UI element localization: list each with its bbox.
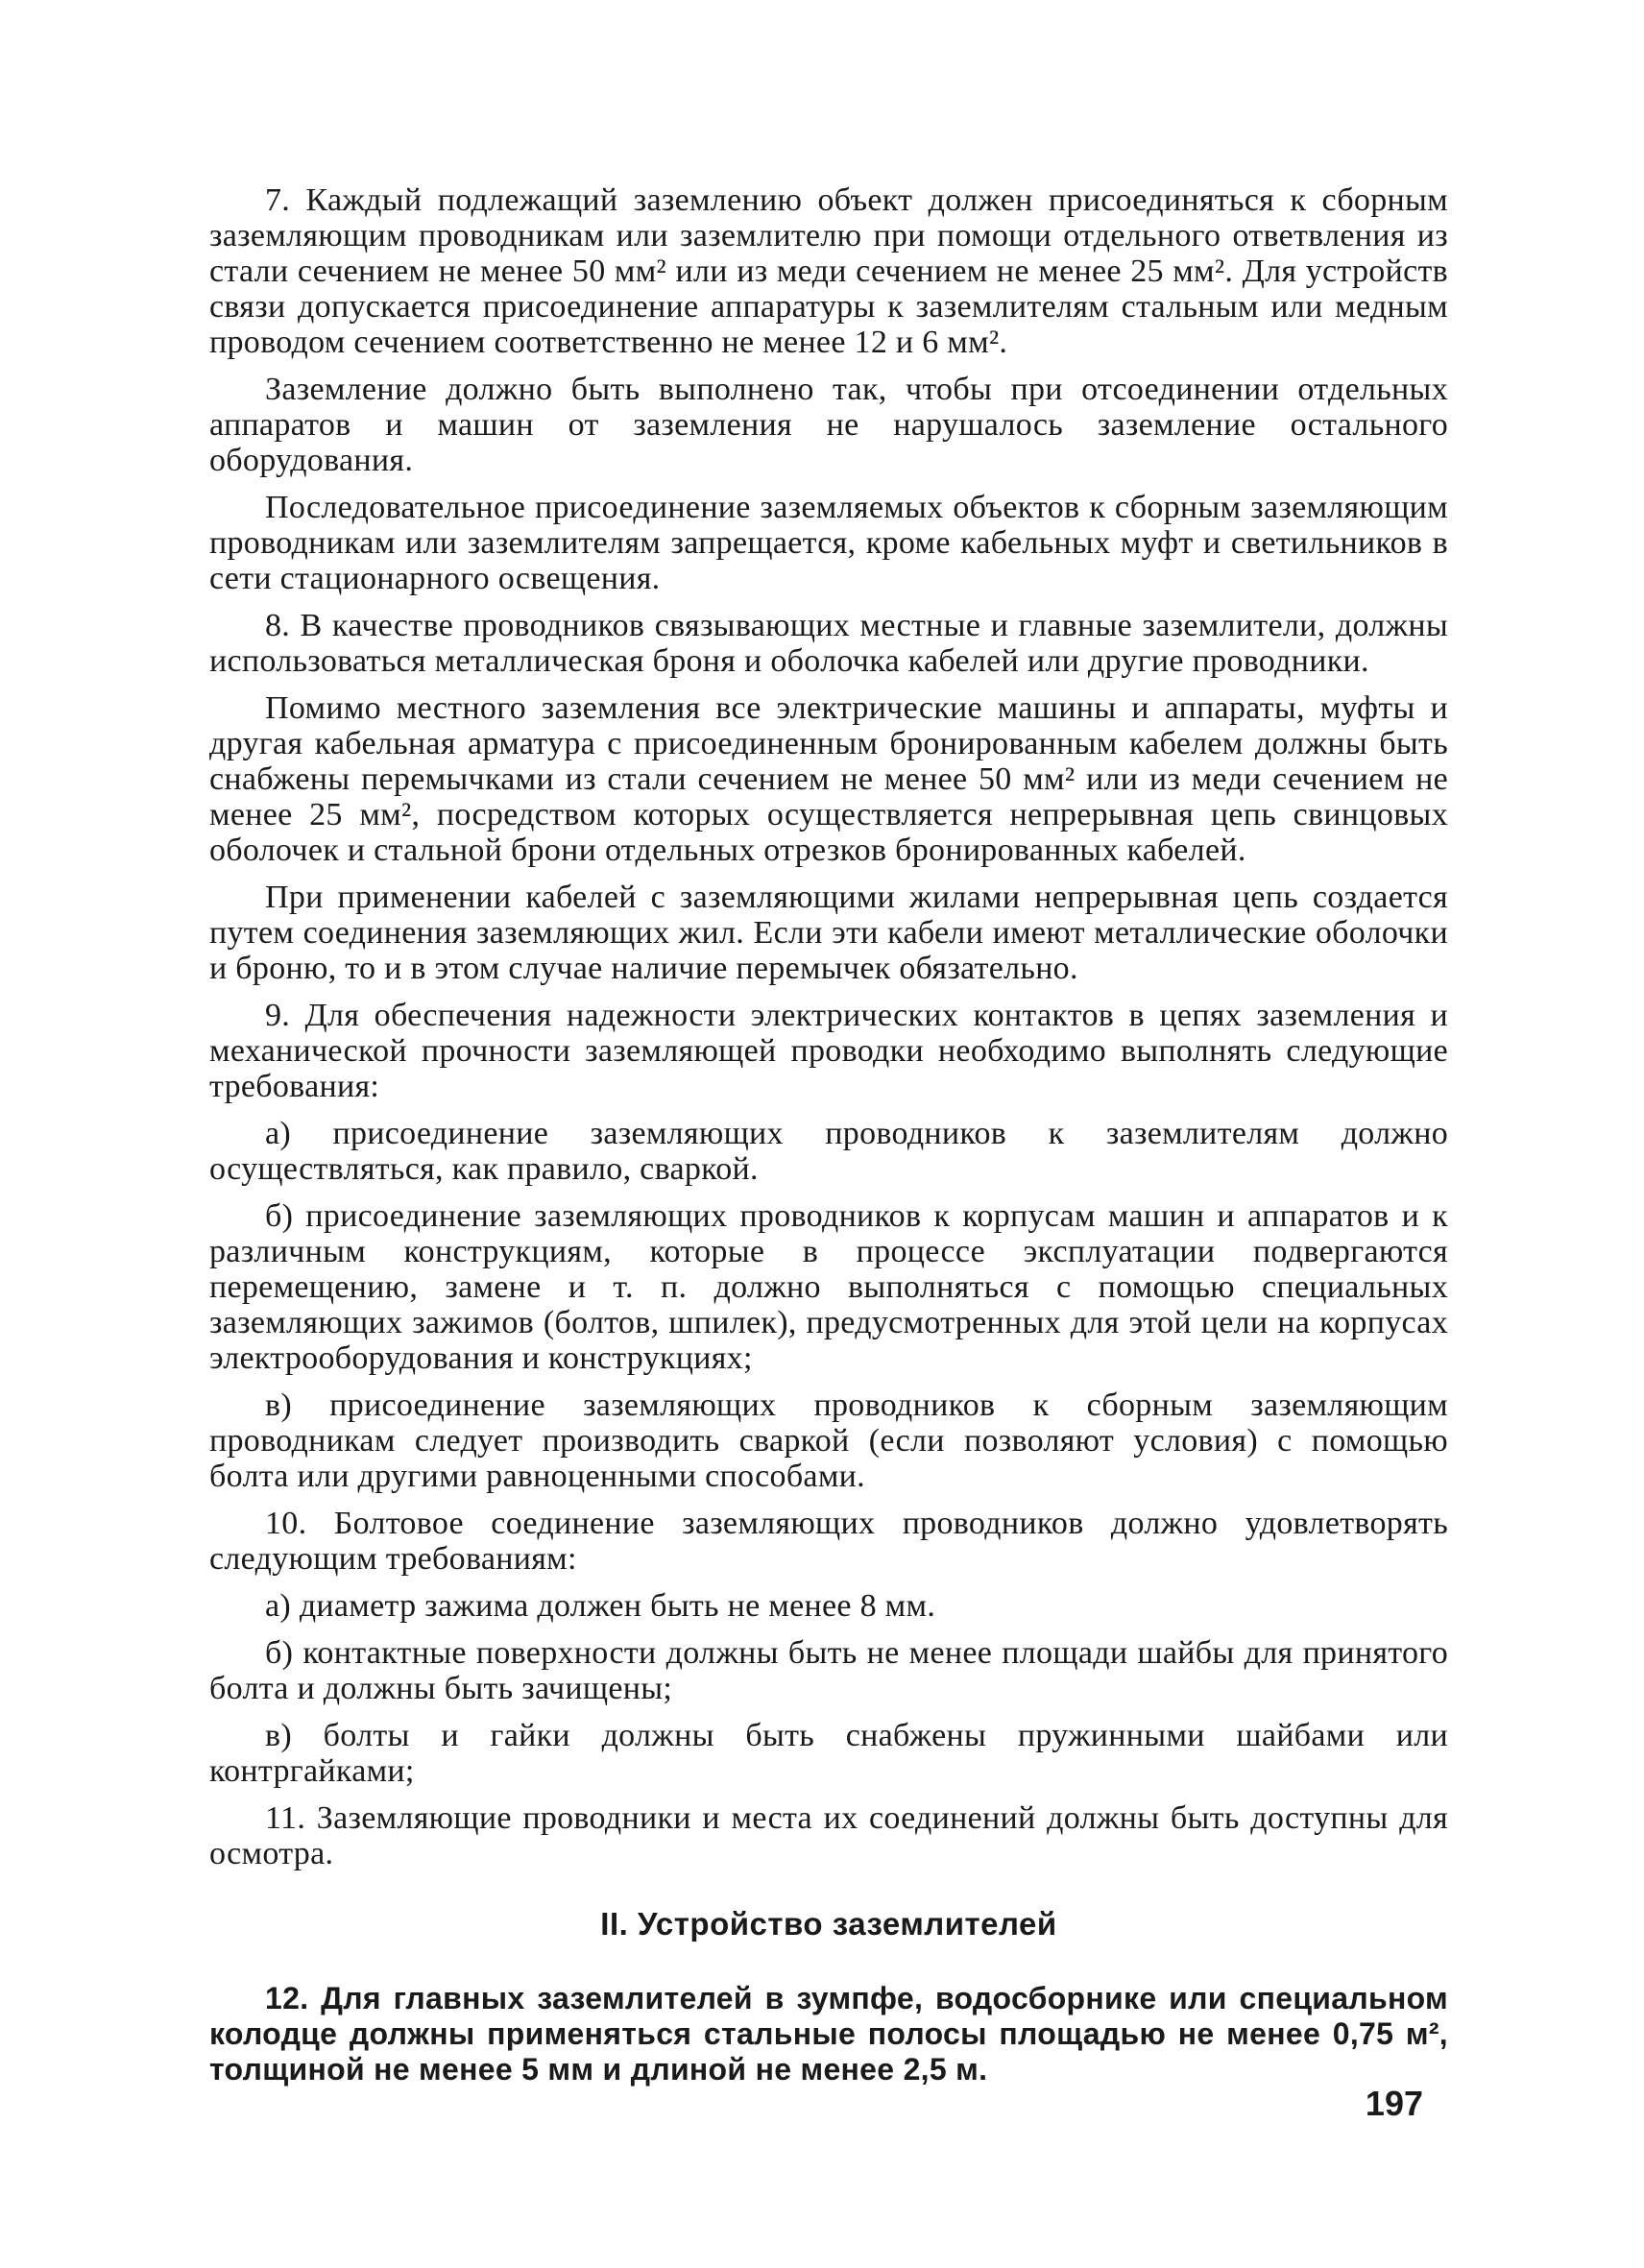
paragraph-8-cable-cores: При применении кабелей с заземляющими жилами непрерывная цепь создается путем соединения заземляющих жил. Если эти кабели имеют металлические оболочки и броню, то и в этом случае наличие перемычек обязательно. [209,880,1448,986]
paragraph-10-item-c: в) болты и гайки должны быть снабжены пружинными шайбами или контргайками; [209,1718,1448,1789]
paragraph-9-item-c: в) присоединение заземляющих проводников к сборным заземляющим проводникам следует производить сваркой (если позволяют условия) с помощью болта или другими равноценными способами. [209,1387,1448,1494]
paragraph-8: 8. В качестве проводников связывающих местные и главные заземлители, должны использоваться металлическая броня и оболочка кабелей или другие проводники. [209,608,1448,679]
paragraph-11: 11. Заземляющие проводники и места их соединений должны быть доступны для осмотра. [209,1800,1448,1871]
paragraph-12: 12. Для главных заземлителей в зумпфе, водосборнике или специальном колодце должны применяться стальные полосы площадью не менее 0,75 м², толщиной не менее 5 мм и длиной не менее 2,5 м. [209,1981,1448,2087]
paragraph-7: 7. Каждый подлежащий заземлению объект должен присоединяться к сборным заземляющим проводникам или заземлителю при помощи отдельного ответвления из стали сечением не менее 50 мм² или из меди сечением не менее 25 мм². Для устройств связи допускается присоединение аппаратуры к заземлителям стальным или медным проводом сечением соответственно не менее 12 и 6 мм². [209,182,1448,360]
page-body [209,182,1448,2099]
section-heading: II. Устройство заземлителей [600,1906,1057,1942]
paragraph-7-grounding-continuity: Заземление должно быть выполнено так, чтобы при отсоединении отдельных аппаратов и машин от заземления не нарушалось заземление остального оборудования. [209,372,1448,478]
paragraph-8-jumpers: Помимо местного заземления все электрические машины и аппараты, муфты и другая кабельная арматура с присоединенным бронированным кабелем должны быть снабжены перемычками из стали сечением не менее 50 мм² или из меди сечением не менее 25 мм², посредством которых осуществляется непрерывная цепь свинцовых оболочек и стальной брони отдельных отрезков бронированных кабелей. [209,690,1448,868]
paragraph-9-item-a: а) присоединение заземляющих проводников к заземлителям должно осуществляться, как правило, сваркой. [209,1116,1448,1187]
paragraph-9-item-b: б) присоединение заземляющих проводников к корпусам машин и аппаратов и к различным конструкциям, которые в процессе эксплуатации подвергаются перемещению, замене и т. п. должно выполняться с помощью специальных заземляющих зажимов (болтов, шпилек), предусмотренных для этой цели на корпусах электрооборудования и конструкциях; [209,1198,1448,1376]
paragraph-9: 9. Для обеспечения надежности электрических контактов в цепях заземления и механической прочности заземляющей проводки необходимо выполнять следующие требования: [209,998,1448,1104]
paragraph-10-item-a: а) диаметр зажима должен быть не менее 8 мм. [265,1588,936,1624]
paragraph-7-serial-connection: Последовательное присоединение заземляемых объектов к сборным заземляющим проводникам или заземлителям запрещается, кроме кабельных муфт и светильников в сети стационарного освещения. [209,490,1448,596]
paragraph-10-item-b: б) контактные поверхности должны быть не менее площади шайбы для принятого болта и должны быть зачищены; [209,1635,1448,1706]
paragraph-10: 10. Болтовое соединение заземляющих проводников должно удовлетворять следующим требованиям: [209,1506,1448,1577]
page-number: 197 [1365,2084,1423,2123]
